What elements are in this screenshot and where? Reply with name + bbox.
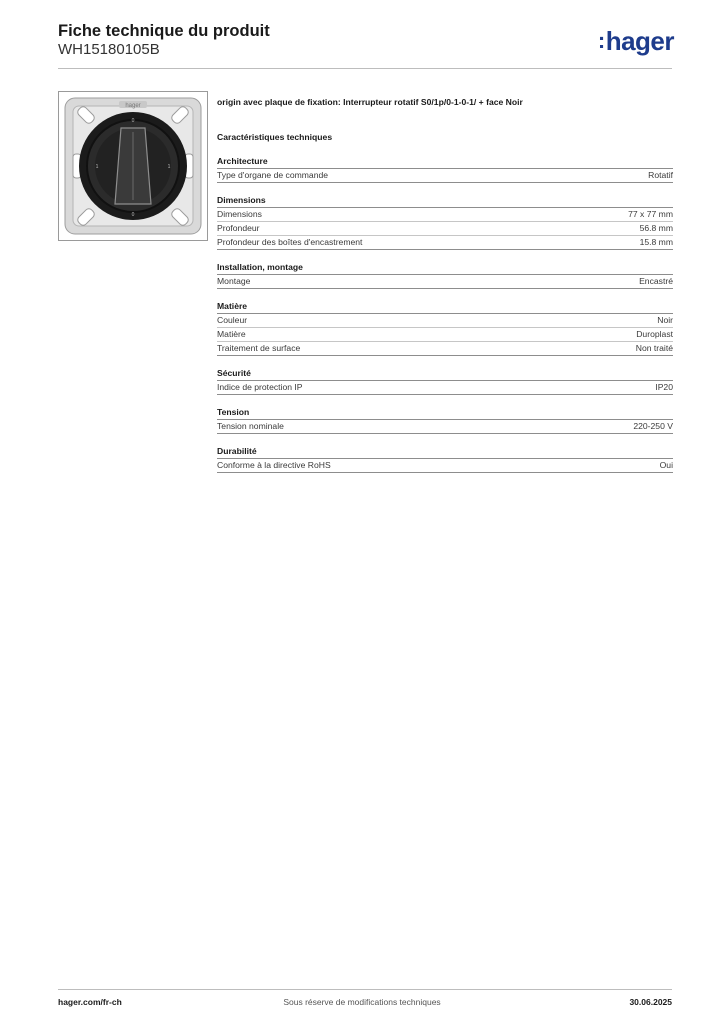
spec-label: Tension nominale (217, 421, 284, 431)
footer-notice: Sous réserve de modifications techniques (283, 997, 441, 1007)
spec-value: Oui (659, 460, 673, 470)
spec-label: Montage (217, 276, 251, 286)
spec-value: Non traité (635, 343, 673, 353)
spec-group (217, 405, 673, 434)
svg-text:1: 1 (95, 164, 99, 170)
spec-label: Profondeur des boîtes d'encastrement (217, 237, 363, 247)
spec-group-title: Sécurité (217, 366, 673, 381)
spec-group (217, 154, 673, 183)
spec-group-title: Architecture (217, 154, 673, 169)
spec-row (217, 275, 673, 289)
spec-row (217, 236, 673, 250)
hager-logo (598, 26, 674, 57)
spec-value: Encastré (639, 276, 673, 286)
spec-row (217, 459, 673, 473)
spec-value: 77 x 77 mm (628, 209, 673, 219)
spec-group-title: Installation, montage (217, 260, 673, 275)
spec-label: Traitement de surface (217, 343, 301, 353)
spec-group-title: Tension (217, 405, 673, 420)
spec-label: Indice de protection IP (217, 382, 303, 392)
rotary-switch-image (59, 92, 207, 240)
spec-label: Profondeur (217, 223, 260, 233)
spec-groups (217, 154, 673, 473)
header-divider (58, 68, 672, 69)
product-reference: WH15180105B (58, 41, 160, 58)
spec-group (217, 299, 673, 356)
spec-row (217, 328, 673, 342)
image-brand-label: hager (125, 103, 141, 109)
spec-row (217, 208, 673, 222)
spec-row (217, 169, 673, 183)
specs-heading: Caractéristiques techniques (217, 132, 333, 142)
svg-text:0: 0 (131, 118, 135, 124)
spec-group-title: Dimensions (217, 193, 673, 208)
spec-row (217, 381, 673, 395)
spec-value: Rotatif (648, 170, 673, 180)
product-title: origin avec plaque de fixation: Interrupteur rotatif S0/1p/0-1-0-1/ + face Noir (217, 97, 523, 107)
spec-value: IP20 (655, 382, 673, 392)
spec-group (217, 444, 673, 473)
spec-group-title: Matière (217, 299, 673, 314)
spec-label: Couleur (217, 315, 248, 325)
spec-group (217, 193, 673, 250)
footer-date: 30.06.2025 (629, 997, 672, 1007)
spec-row (217, 420, 673, 434)
spec-value: 220-250 V (633, 421, 673, 431)
spec-value: 56.8 mm (639, 223, 673, 233)
spec-row (217, 222, 673, 236)
spec-label: Type d'organe de commande (217, 170, 329, 180)
spec-label: Matière (217, 329, 246, 339)
footer-divider (58, 989, 672, 990)
spec-label: Conforme à la directive RoHS (217, 460, 331, 470)
logo-colon-icon: : (597, 28, 605, 53)
spec-group (217, 366, 673, 395)
spec-group-title: Durabilité (217, 444, 673, 459)
spec-row (217, 342, 673, 356)
spec-row (217, 314, 673, 328)
page-title: Fiche technique du produit (58, 22, 270, 40)
product-details (217, 95, 673, 473)
spec-label: Dimensions (217, 209, 262, 219)
footer-website-link[interactable]: hager.com/fr-ch (58, 997, 122, 1007)
svg-text:0: 0 (131, 212, 135, 218)
svg-text:1: 1 (167, 164, 171, 170)
logo-text: hager (605, 26, 674, 56)
spec-value: Noir (657, 315, 673, 325)
spec-value: 15.8 mm (639, 237, 673, 247)
product-image (58, 91, 208, 241)
spec-value: Duroplast (636, 329, 673, 339)
spec-group (217, 260, 673, 289)
